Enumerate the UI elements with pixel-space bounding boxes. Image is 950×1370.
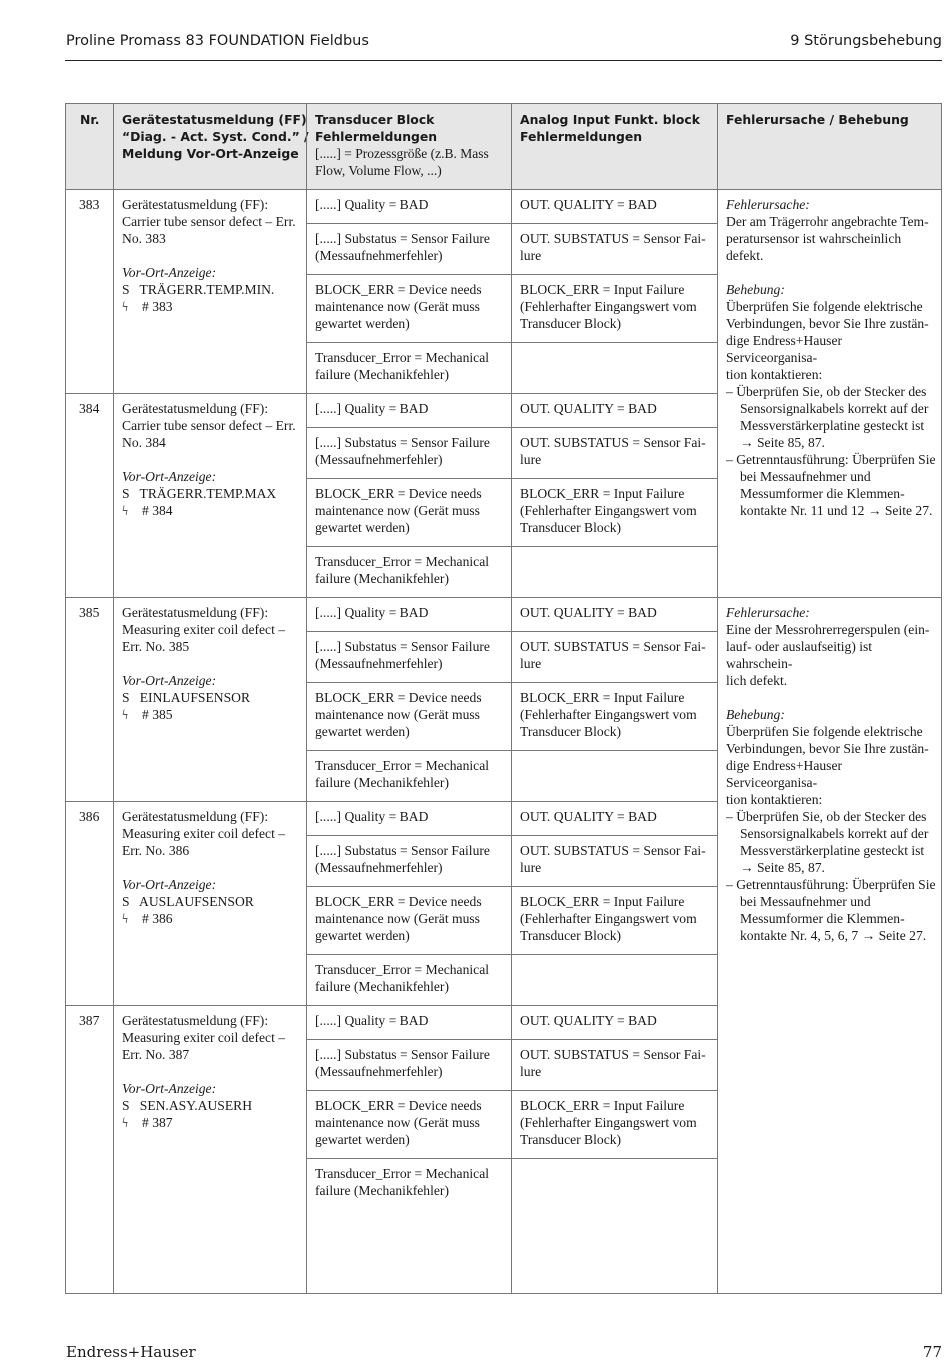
page-number: 77 — [922, 1343, 942, 1361]
cause-label: Fehlerursache: — [726, 197, 810, 212]
sub-row-divider — [306, 682, 717, 683]
row-number: 383 — [79, 197, 100, 212]
error-code-line — [122, 706, 302, 723]
row-number: 386 — [79, 809, 100, 824]
sub-row-divider — [306, 478, 717, 479]
spacer — [122, 859, 302, 876]
transducer-message: [.....] Quality = BAD — [315, 197, 429, 212]
device-status-text: Gerätestatusmeldung (FF): Measuring exiter coil defect – Err. No. 385 — [122, 605, 286, 654]
lightning-icon: ϟ — [122, 911, 129, 926]
lightning-icon: ϟ — [122, 1115, 129, 1130]
transducer-message: Transducer_Error = Mechanical failure (Mechanikfehler) — [315, 758, 490, 790]
error-code: # 385 — [142, 707, 173, 722]
sub-row-divider — [306, 1090, 717, 1091]
analog-input-message: OUT. SUBSTATUS = Sensor Fai- lure — [520, 1047, 706, 1079]
sub-row-divider — [306, 427, 717, 428]
transducer-message: Transducer_Error = Mechanical failure (Mechanikfehler) — [315, 554, 490, 586]
fix-text: Überprüfen Sie folgende elektrische Verbindungen, bevor Sie Ihre zustän- dige Endress+Hauser Serviceorganisa- tion kontaktieren: — [726, 299, 929, 382]
transducer-message: [.....] Quality = BAD — [315, 1013, 429, 1028]
analog-input-message: BLOCK_ERR = Input Failure (Fehlerhafter Eingangswert vom Transducer Block) — [520, 282, 697, 331]
lightning-icon: ϟ — [122, 503, 129, 518]
sub-row-divider — [306, 1158, 717, 1159]
transducer-message: [.....] Substatus = Sensor Failure (Messaufnehmerfehler) — [315, 1047, 490, 1079]
transducer-message: [.....] Substatus = Sensor Failure (Messaufnehmerfehler) — [315, 639, 490, 671]
transducer-message: BLOCK_ERR = Device needs maintenance now (Gerät muss gewartet werden) — [315, 1098, 482, 1147]
spacer — [122, 451, 302, 468]
remedy-item: – Überprüfen Sie, ob der Stecker des Sensorsignalkabels korrekt auf der Messverstärkerplatine gesteckt ist → Seite 85, 87. — [726, 384, 929, 450]
local-display-message: S EINLAUFSENSOR — [122, 690, 251, 705]
transducer-message: Transducer_Error = Mechanical failure (Mechanikfehler) — [315, 962, 490, 994]
sub-row-divider — [306, 886, 717, 887]
error-code-line — [122, 1114, 302, 1131]
analog-input-message: BLOCK_ERR = Input Failure (Fehlerhafter Eingangswert vom Transducer Block) — [520, 690, 697, 739]
local-display-message: S TRÄGERR.TEMP.MIN. — [122, 282, 275, 297]
error-code: # 386 — [142, 911, 173, 926]
cause-label: Fehlerursache: — [726, 605, 810, 620]
page-header-section: 9 Störungsbehebung — [790, 33, 942, 49]
analog-input-message: OUT. QUALITY = BAD — [520, 1013, 657, 1028]
sub-row-divider — [306, 274, 717, 275]
device-status-cell — [122, 604, 302, 723]
sub-row-divider — [306, 342, 717, 343]
remedy-item: – Getrenntausführung: Überprüfen Sie bei Messaufnehmer und Messumformer die Klemmen-kontakte Nr. 4, 5, 6, 7 → Seite 27. — [726, 877, 936, 943]
cause-text: Eine der Messrohrerregerspulen (ein- lauf- oder auslaufseitig) ist wahrschein- lich defekt. — [726, 622, 930, 688]
transducer-message: [.....] Substatus = Sensor Failure (Messaufnehmerfehler) — [315, 231, 490, 263]
lightning-icon: ϟ — [122, 299, 129, 314]
analog-input-message: BLOCK_ERR = Input Failure (Fehlerhafter Eingangswert vom Transducer Block) — [520, 1098, 697, 1147]
transducer-message: [.....] Quality = BAD — [315, 809, 429, 824]
spacer — [122, 1063, 302, 1080]
column-divider — [511, 104, 512, 1293]
remedy-block — [726, 196, 936, 519]
analog-input-message: BLOCK_ERR = Input Failure (Fehlerhafter Eingangswert vom Transducer Block) — [520, 486, 697, 535]
transducer-message: Transducer_Error = Mechanical failure (Mechanikfehler) — [315, 350, 490, 382]
transducer-message: [.....] Substatus = Sensor Failure (Messaufnehmerfehler) — [315, 435, 490, 467]
transducer-message: [.....] Quality = BAD — [315, 401, 429, 416]
device-status-text: Gerätestatusmeldung (FF): Measuring exiter coil defect – Err. No. 386 — [122, 809, 286, 858]
device-status-cell — [122, 808, 302, 927]
transducer-message: BLOCK_ERR = Device needs maintenance now (Gerät muss gewartet werden) — [315, 486, 482, 535]
sub-row-divider — [306, 223, 717, 224]
row-number: 387 — [79, 1013, 100, 1028]
analog-input-message: OUT. QUALITY = BAD — [520, 401, 657, 416]
footer-brand: Endress+Hauser — [66, 1343, 196, 1361]
error-code-line — [122, 298, 302, 315]
column-header-transducer — [315, 111, 505, 179]
lightning-icon: ϟ — [122, 707, 129, 722]
fix-text: Überprüfen Sie folgende elektrische Verbindungen, bevor Sie Ihre zustän- dige Endress+Hauser Serviceorganisa- tion kontaktieren: — [726, 724, 929, 807]
transducer-message: Transducer_Error = Mechanical failure (Mechanikfehler) — [315, 1166, 490, 1198]
column-header-cause: Fehlerursache / Behebung — [726, 112, 909, 127]
analog-input-message: OUT. SUBSTATUS = Sensor Fai- lure — [520, 231, 706, 263]
remedy-item: – Getrenntausführung: Überprüfen Sie bei Messaufnehmer und Messumformer die Klemmen-kontakte Nr. 11 und 12 → Seite 27. — [726, 452, 936, 518]
analog-input-message: OUT. QUALITY = BAD — [520, 605, 657, 620]
local-display-label: Vor-Ort-Anzeige: — [122, 1081, 217, 1096]
device-status-text: Gerätestatusmeldung (FF): Carrier tube sensor defect – Err. No. 384 — [122, 401, 296, 450]
local-display-label: Vor-Ort-Anzeige: — [122, 469, 217, 484]
analog-input-message: OUT. SUBSTATUS = Sensor Fai- lure — [520, 639, 706, 671]
local-display-label: Vor-Ort-Anzeige: — [122, 877, 217, 892]
error-code: # 383 — [142, 299, 173, 314]
spacer — [726, 264, 936, 281]
fix-label: Behebung: — [726, 282, 785, 297]
column-header-analog: Analog Input Funkt. block Fehlermeldungen — [520, 112, 700, 144]
analog-input-message: OUT. SUBSTATUS = Sensor Fai- lure — [520, 435, 706, 467]
cause-text: Der am Trägerrohr angebrachte Tem- peratursensor ist wahrscheinlich defekt. — [726, 214, 929, 263]
spacer — [122, 247, 302, 264]
spacer — [122, 655, 302, 672]
sub-row-divider — [306, 954, 717, 955]
error-table — [65, 103, 942, 1294]
remedy-block — [726, 604, 936, 944]
analog-input-message: OUT. QUALITY = BAD — [520, 809, 657, 824]
header-rule — [65, 60, 942, 61]
column-header-device-status: Gerätestatusmeldung (FF) “Diag. - Act. Syst. Cond.” / Meldung Vor-Ort-Anzeige — [122, 112, 309, 161]
column-divider — [306, 104, 307, 1293]
sub-row-divider — [306, 631, 717, 632]
local-display-message: S SEN.ASY.AUSERH — [122, 1098, 253, 1113]
fix-label: Behebung: — [726, 707, 785, 722]
column-divider — [717, 104, 718, 1293]
sub-row-divider — [306, 546, 717, 547]
sub-row-divider — [306, 750, 717, 751]
local-display-message: S AUSLAUFSENSOR — [122, 894, 254, 909]
column-header-transducer-title: Transducer Block Fehlermeldungen — [315, 112, 438, 144]
transducer-message: BLOCK_ERR = Device needs maintenance now (Gerät muss gewartet werden) — [315, 690, 482, 739]
row-divider — [66, 1005, 717, 1006]
analog-input-message: OUT. QUALITY = BAD — [520, 197, 657, 212]
transducer-message: BLOCK_ERR = Device needs maintenance now (Gerät muss gewartet werden) — [315, 282, 482, 331]
device-status-text: Gerätestatusmeldung (FF): Carrier tube sensor defect – Err. No. 383 — [122, 197, 296, 246]
local-display-label: Vor-Ort-Anzeige: — [122, 673, 217, 688]
error-code: # 387 — [142, 1115, 173, 1130]
column-divider — [113, 104, 114, 1293]
analog-input-message: OUT. SUBSTATUS = Sensor Fai- lure — [520, 843, 706, 875]
device-status-cell — [122, 400, 302, 519]
row-divider — [66, 597, 942, 598]
sub-row-divider — [306, 1039, 717, 1040]
local-display-message: S TRÄGERR.TEMP.MAX — [122, 486, 277, 501]
error-code-line — [122, 910, 302, 927]
error-code-line — [122, 502, 302, 519]
error-code: # 384 — [142, 503, 173, 518]
local-display-label: Vor-Ort-Anzeige: — [122, 265, 217, 280]
row-number: 385 — [79, 605, 100, 620]
device-status-text: Gerätestatusmeldung (FF): Measuring exiter coil defect – Err. No. 387 — [122, 1013, 286, 1062]
row-number: 384 — [79, 401, 100, 416]
row-divider — [66, 393, 717, 394]
transducer-message: BLOCK_ERR = Device needs maintenance now (Gerät muss gewartet werden) — [315, 894, 482, 943]
analog-input-message: BLOCK_ERR = Input Failure (Fehlerhafter Eingangswert vom Transducer Block) — [520, 894, 697, 943]
page-header-title: Proline Promass 83 FOUNDATION Fieldbus — [66, 33, 369, 49]
spacer — [726, 689, 936, 706]
row-divider — [66, 801, 717, 802]
transducer-message: [.....] Substatus = Sensor Failure (Messaufnehmerfehler) — [315, 843, 490, 875]
transducer-message: [.....] Quality = BAD — [315, 605, 429, 620]
column-header-transducer-note: [.....] = Prozessgröße (z.B. Mass Flow, Volume Flow, ...) — [315, 146, 489, 178]
column-header-nr: Nr. — [80, 112, 100, 127]
device-status-cell — [122, 1012, 302, 1131]
remedy-item: – Überprüfen Sie, ob der Stecker des Sensorsignalkabels korrekt auf der Messverstärkerplatine gesteckt ist → Seite 85, 87. — [726, 809, 929, 875]
sub-row-divider — [306, 835, 717, 836]
device-status-cell — [122, 196, 302, 315]
